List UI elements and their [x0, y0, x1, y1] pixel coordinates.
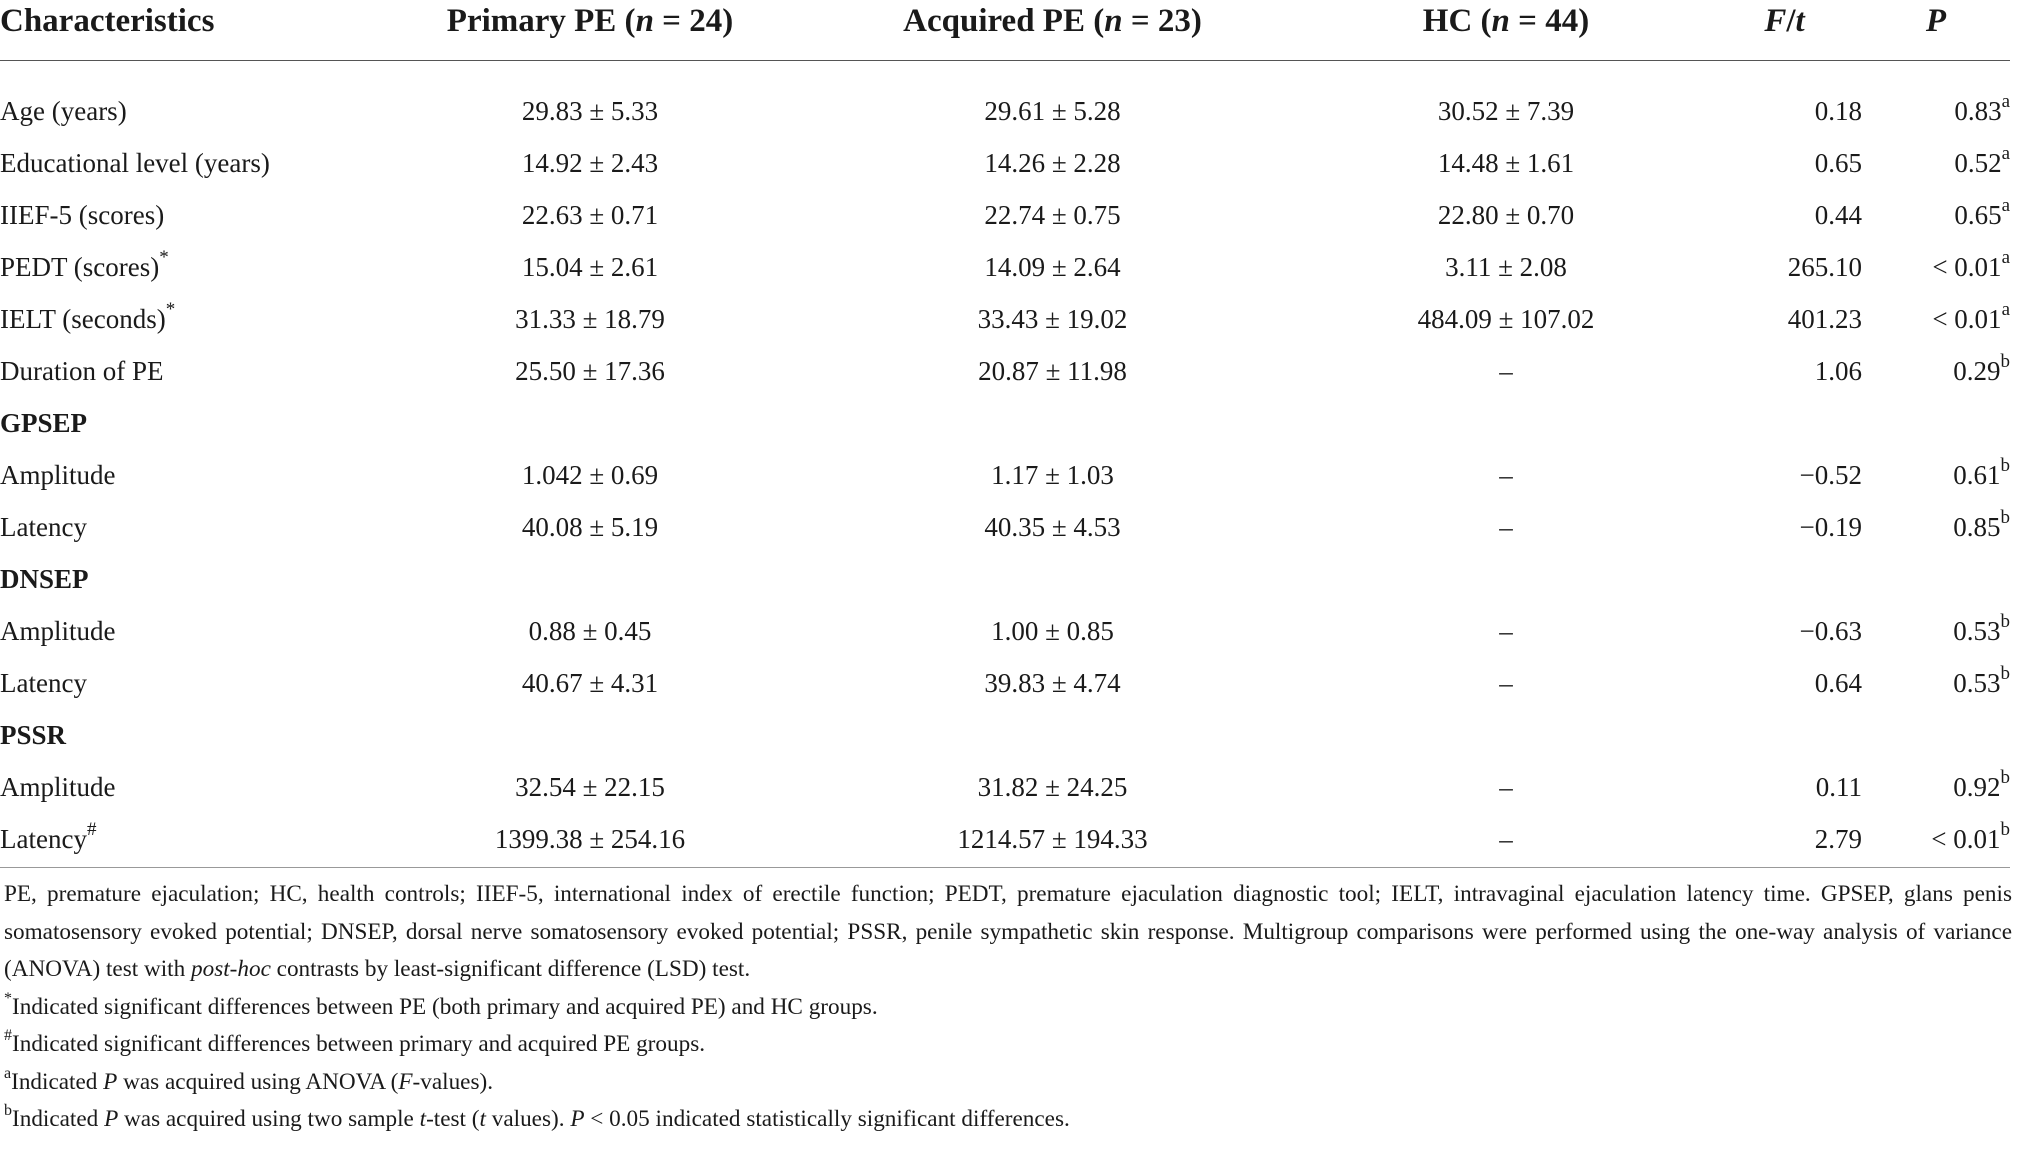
- row-label-text: Latency: [0, 667, 87, 698]
- table-row: [0, 189, 2010, 241]
- cell-ft-value: 265.10: [1787, 251, 1862, 282]
- abbreviations-note: [4, 876, 2012, 989]
- cell-p-footnote-mark: b: [2000, 819, 2010, 841]
- row-label: [0, 449, 380, 501]
- hash-mark: #: [4, 1027, 12, 1045]
- cell-p-value: 0.53: [1953, 615, 2001, 646]
- cell-primary: 40.67 ± 4.31: [521, 667, 659, 698]
- cell-p: [1862, 137, 2010, 189]
- empty-cell: [1707, 709, 1862, 761]
- cell-acquired: 1214.57 ± 194.33: [800, 813, 1305, 867]
- row-label: [0, 189, 380, 241]
- b-note: [4, 1101, 2012, 1139]
- hash-note: [4, 1026, 2012, 1064]
- cell-p-footnote-mark: b: [2000, 610, 2010, 632]
- table-row: [0, 761, 2010, 813]
- a-mark: a: [4, 1064, 12, 1082]
- cell-p: [1862, 449, 2010, 501]
- cell-primary: 40.08 ± 5.19: [521, 511, 659, 542]
- cell-acquired: 33.43 ± 19.02: [977, 303, 1128, 334]
- b-text-2: was acquired using two sample: [118, 1106, 420, 1132]
- empty-cell: [1862, 397, 2010, 449]
- cell-p-value: 0.83: [1954, 95, 2002, 126]
- row-label-text: Amplitude: [0, 459, 116, 490]
- a-text-3: -values).: [412, 1068, 494, 1095]
- cell-acquired: 20.87 ± 11.98: [978, 355, 1127, 386]
- cell-ft-value: 0.64: [1814, 667, 1862, 698]
- cell-p: [1862, 501, 2010, 553]
- header-characteristics: Characteristics: [0, 0, 380, 60]
- a-text-p: P: [103, 1068, 118, 1095]
- cell-ft-value: 1.06: [1814, 355, 1862, 386]
- cell-p-value: 0.85: [1953, 511, 2001, 542]
- empty-cell: [1707, 553, 1862, 605]
- row-label-text: Age (years): [0, 95, 127, 126]
- row-label-text: Latency: [0, 824, 87, 855]
- cell-p-value: < 0.01: [1931, 824, 2001, 855]
- empty-cell: [1305, 397, 1707, 449]
- cell-ft: [1707, 241, 1862, 293]
- abbreviations-text-end: contrasts by least-significant difference (LSD) test.: [270, 956, 751, 982]
- b-text-3: -test (: [426, 1106, 480, 1132]
- table-row: [0, 293, 2010, 345]
- cell-acquired: 1.17 ± 1.03: [991, 459, 1114, 490]
- table-row: [0, 241, 2010, 293]
- cell-ft-value: 0.44: [1814, 199, 1862, 230]
- section-row-gpsep: [0, 397, 2010, 449]
- cell-p: [1862, 189, 2010, 241]
- cell-primary: 22.63 ± 0.71: [521, 199, 659, 230]
- cell-p-footnote-mark: b: [2000, 350, 2010, 372]
- cell-p: [1862, 657, 2010, 709]
- cell-ft: [1707, 501, 1862, 553]
- cell-ft: [1707, 761, 1862, 813]
- cell-hc: –: [1499, 459, 1513, 490]
- star-mark: *: [4, 989, 12, 1007]
- b-text-1: Indicated: [12, 1106, 105, 1132]
- section-row-pssr: [0, 709, 2010, 761]
- row-label-footnote-mark: #: [86, 819, 97, 841]
- abbreviations-text: PE, premature ejaculation; HC, health controls; IIEF-5, international index of erectile function; PEDT, premature ejaculation diagnostic tool; IELT, intravaginal ejaculation latency time. GPSEP, glans penis somatosensory evoked potential; DNSEP, dorsal nerve somatosensory evoked potential; PSSR, penile sympathetic skin response. Multigroup comparisons were performed using the one-way analysis of variance (ANOVA) test with: [4, 881, 2012, 982]
- row-label: [0, 501, 380, 553]
- cell-hc: 30.52 ± 7.39: [1437, 95, 1575, 126]
- row-label-text: IELT (seconds): [0, 303, 166, 334]
- table-row: [0, 605, 2010, 657]
- row-label: [0, 137, 380, 189]
- table-row: [0, 501, 2010, 553]
- cell-p-value: 0.61: [1953, 459, 2001, 490]
- b-text-p: P: [104, 1106, 119, 1132]
- star-text: Indicated significant differences between PE (both primary and acquired PE) and HC groups.: [12, 993, 878, 1020]
- table-header-row: [0, 0, 2010, 60]
- cell-ft-value: 0.11: [1815, 771, 1862, 802]
- a-text-1: Indicated: [11, 1068, 104, 1095]
- cell-ft-value: 401.23: [1787, 303, 1862, 334]
- section-label: DNSEP: [0, 563, 89, 594]
- row-label: [0, 813, 380, 867]
- row-label: [0, 241, 380, 293]
- cell-p-footnote-mark: a: [2001, 298, 2010, 320]
- cell-acquired: 1.00 ± 0.85: [991, 615, 1114, 646]
- cell-p: [1862, 293, 2010, 345]
- cell-hc: –: [1305, 813, 1707, 867]
- table-body: [0, 60, 2010, 867]
- cell-primary: 25.50 ± 17.36: [515, 355, 665, 386]
- cell-ft: [1707, 345, 1862, 397]
- cell-p-value: 0.53: [1953, 667, 2001, 698]
- row-label: [0, 60, 380, 137]
- b-text-t: t: [419, 1106, 427, 1132]
- table-row: [0, 813, 2010, 867]
- cell-p-footnote-mark: b: [2000, 662, 2010, 684]
- cell-acquired: 14.26 ± 2.28: [984, 147, 1121, 178]
- cell-p-value: < 0.01: [1932, 303, 2002, 334]
- cell-ft-value: 0.18: [1814, 95, 1862, 126]
- cell-primary: 15.04 ± 2.61: [521, 251, 659, 282]
- cell-hc: 14.48 ± 1.61: [1437, 147, 1575, 178]
- cell-acquired: 29.61 ± 5.28: [984, 95, 1121, 126]
- empty-cell: [1862, 553, 2010, 605]
- table-row: [0, 345, 2010, 397]
- cell-p-footnote-mark: b: [2000, 454, 2010, 476]
- table-row: [0, 657, 2010, 709]
- cell-ft-value: −0.63: [1799, 615, 1862, 646]
- cell-ft: [1707, 60, 1862, 137]
- cell-hc: –: [1499, 771, 1513, 802]
- cell-hc: –: [1499, 667, 1513, 698]
- row-label: [0, 345, 380, 397]
- row-label: [0, 605, 380, 657]
- cell-p-footnote-mark: a: [2001, 194, 2010, 216]
- cell-hc: –: [1499, 615, 1513, 646]
- empty-cell: [380, 709, 800, 761]
- empty-cell: [1707, 397, 1862, 449]
- row-label: [0, 657, 380, 709]
- empty-cell: [800, 553, 1305, 605]
- cell-primary: 1.042 ± 0.69: [521, 459, 659, 490]
- cell-acquired: 39.83 ± 4.74: [984, 667, 1121, 698]
- cell-ft: [1707, 137, 1862, 189]
- cell-p: [1862, 605, 2010, 657]
- cell-ft: [1707, 605, 1862, 657]
- hash-text: Indicated significant differences between primary and acquired PE groups.: [12, 1031, 706, 1057]
- row-label-text: PEDT (scores): [0, 251, 160, 282]
- row-label-text: IIEF-5 (scores): [0, 199, 165, 230]
- cell-ft: [1707, 813, 1862, 867]
- a-text-2: was acquired using ANOVA (: [117, 1068, 399, 1095]
- cell-hc: 22.80 ± 0.70: [1437, 199, 1575, 230]
- empty-cell: [1305, 553, 1707, 605]
- cell-hc: 484.09 ± 107.02: [1417, 303, 1595, 334]
- cell-ft: [1707, 657, 1862, 709]
- cell-p: [1862, 60, 2010, 137]
- row-label: [0, 761, 380, 813]
- cell-ft: [1707, 449, 1862, 501]
- header-p: P: [1862, 0, 2010, 60]
- b-mark: b: [4, 1102, 12, 1120]
- cell-p-value: 0.52: [1954, 147, 2002, 178]
- empty-cell: [380, 553, 800, 605]
- row-label-text: Latency: [0, 511, 87, 542]
- row-label: [0, 293, 380, 345]
- row-label-text: Educational level (years): [0, 147, 270, 178]
- cell-primary: 0.88 ± 0.45: [528, 615, 652, 646]
- cell-hc: 3.11 ± 2.08: [1445, 251, 1567, 282]
- cell-primary: 31.33 ± 18.79: [515, 303, 665, 334]
- table-row: [0, 60, 2010, 137]
- header-primary-pe: Primary PE (n = 24): [380, 0, 800, 60]
- cell-acquired: 22.74 ± 0.75: [984, 199, 1121, 230]
- empty-cell: [1305, 709, 1707, 761]
- cell-p: [1862, 813, 2010, 867]
- row-label-text: Duration of PE: [0, 355, 164, 386]
- cell-p-footnote-mark: b: [2000, 766, 2010, 788]
- cell-ft: [1707, 293, 1862, 345]
- b-text-4: values).: [485, 1106, 571, 1132]
- section-label: GPSEP: [0, 407, 88, 438]
- cell-hc: –: [1499, 355, 1513, 386]
- cell-ft-value: −0.52: [1799, 459, 1862, 490]
- cell-ft-value: −0.19: [1799, 511, 1862, 542]
- cell-p: [1862, 761, 2010, 813]
- cell-acquired: 14.09 ± 2.64: [984, 251, 1121, 282]
- cell-ft-value: 0.65: [1814, 147, 1862, 178]
- abbreviations-italic: post-hoc: [191, 956, 271, 982]
- section-label: PSSR: [0, 719, 67, 750]
- row-label-footnote-mark: *: [159, 246, 169, 268]
- empty-cell: [800, 709, 1305, 761]
- cell-primary: 29.83 ± 5.33: [521, 95, 659, 126]
- a-text-f: F: [398, 1068, 413, 1095]
- cell-p-footnote-mark: a: [2001, 142, 2010, 164]
- table-row: [0, 137, 2010, 189]
- table-footnotes: [4, 876, 2012, 1139]
- star-note: [4, 989, 2012, 1027]
- b-text-t2: t: [479, 1106, 486, 1132]
- row-label-text: Amplitude: [0, 771, 116, 802]
- section-row-dnsep: [0, 553, 2010, 605]
- cell-p-footnote-mark: a: [2001, 90, 2010, 112]
- cell-p: [1862, 241, 2010, 293]
- row-label-text: Amplitude: [0, 615, 116, 646]
- cell-primary: 14.92 ± 2.43: [521, 147, 659, 178]
- table-row: [0, 449, 2010, 501]
- cell-p-value: < 0.01: [1932, 251, 2002, 282]
- b-text-5: < 0.05 indicated statistically significant differences.: [584, 1106, 1070, 1132]
- empty-cell: [800, 397, 1305, 449]
- row-label-footnote-mark: *: [165, 298, 176, 320]
- b-text-p2: P: [570, 1106, 585, 1132]
- cell-p-footnote-mark: a: [2001, 246, 2010, 268]
- empty-cell: [380, 397, 800, 449]
- cell-primary: 1399.38 ± 254.16: [380, 813, 800, 867]
- cell-p-value: 0.92: [1953, 771, 2001, 802]
- cell-ft: [1707, 189, 1862, 241]
- cell-ft-value: 2.79: [1814, 824, 1862, 855]
- cell-primary: 32.54 ± 22.15: [515, 771, 665, 802]
- cell-p-value: 0.65: [1954, 199, 2002, 230]
- cell-hc: –: [1499, 511, 1513, 542]
- cell-p-value: 0.29: [1953, 355, 2001, 386]
- header-acquired-pe: Acquired PE (n = 23): [800, 0, 1305, 60]
- cell-p-footnote-mark: b: [2000, 506, 2010, 528]
- cell-p: [1862, 345, 2010, 397]
- header-hc: HC (n = 44): [1305, 0, 1707, 60]
- empty-cell: [1862, 709, 2010, 761]
- cell-acquired: 31.82 ± 24.25: [977, 771, 1128, 802]
- header-ft: F/t: [1707, 0, 1862, 60]
- a-note: [4, 1064, 2012, 1102]
- cell-acquired: 40.35 ± 4.53: [984, 511, 1121, 542]
